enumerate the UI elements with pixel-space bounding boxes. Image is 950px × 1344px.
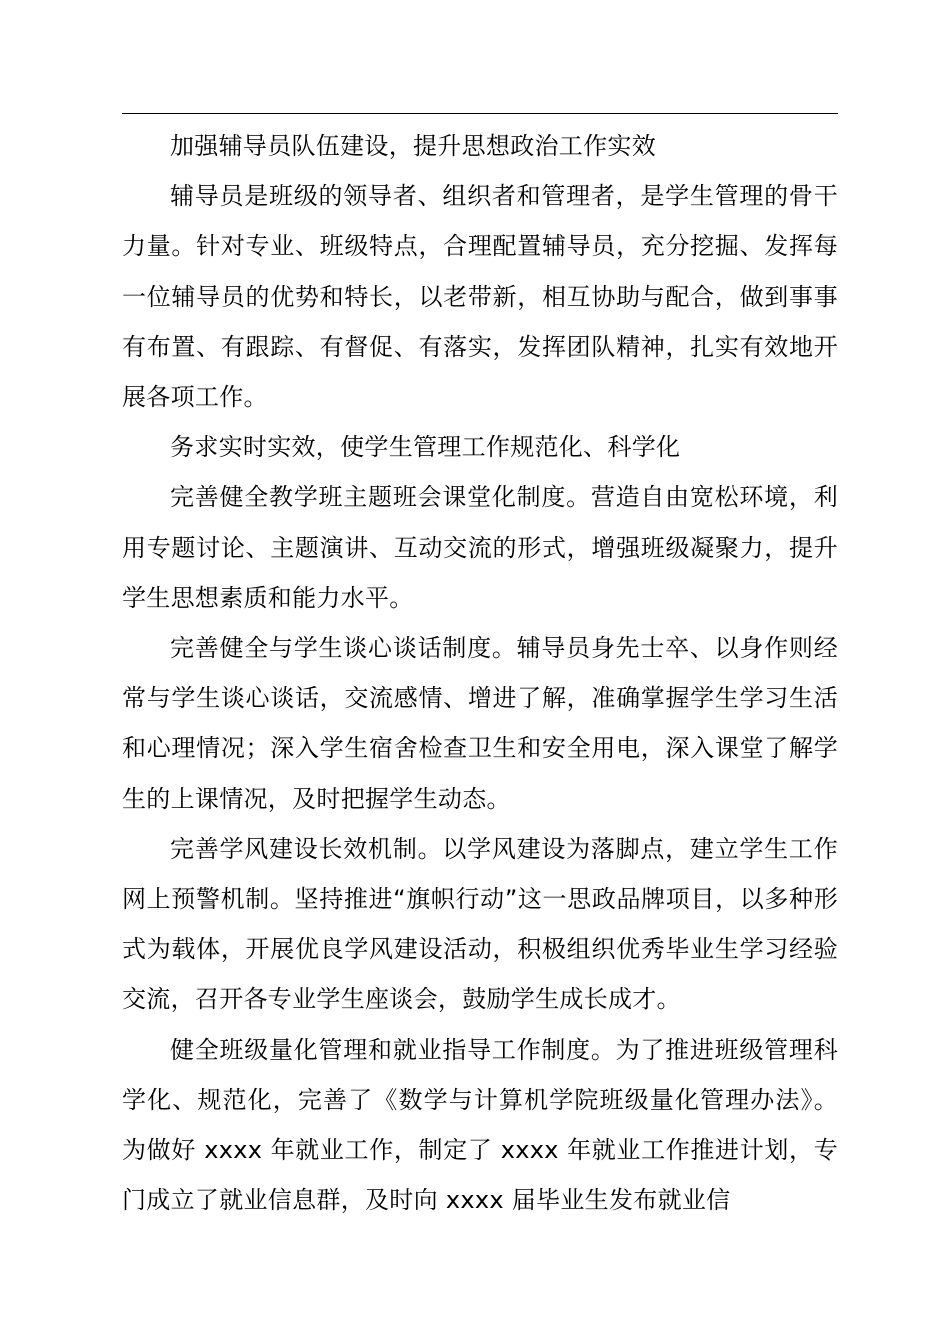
- section-heading-counselor-team: 加强辅导员队伍建设，提升思想政治工作实效: [170, 132, 656, 160]
- paragraph-class-meeting-system: 完善健全教学班主题班会课堂化制度。营造自由宽松环境，利用专题讨论、主题演讲、互动交流的形式，增强班级凝聚力，提升学生思想素质和能力水平。: [122, 483, 838, 612]
- paragraph-talk-system: 完善健全与学生谈心谈话制度。辅导员身先士卒、以身作则经常与学生谈心谈话，交流感情、增进了解，准确掌握学生学习生活和心理情况；深入学生宿舍检查卫生和安全用电，深入课堂了解学生的上课情况，及时把握学生动态。: [122, 634, 838, 813]
- header-rule: [122, 113, 838, 114]
- section-heading-standardization: 务求实时实效，使学生管理工作规范化、科学化: [170, 433, 681, 462]
- document-body: [122, 121, 838, 1225]
- paragraph-study-style-mechanism: 完善学风建设长效机制。以学风建设为落脚点，建立学生工作网上预警机制。坚持推进“旗帜行动”这一思政品牌项目，以多种形式为载体，开展优良学风建设活动，积极组织优秀毕业生学习经验交流，召开各专业学生座谈会，鼓励学生成长成才。: [122, 834, 838, 1014]
- paragraph-quantified-management: 健全班级量化管理和就业指导工作制度。为了推进班级管理科学化、规范化，完善了《数学与计算机学院班级量化管理办法》。为做好 xxxx 年就业工作，制定了 xxxx 年就业工作推进计划，专门成立了就业信息群，及时向 xxxx 届毕业生发布就业信: [122, 1035, 838, 1215]
- paragraph-counselor-role: 辅导员是班级的领导者、组织者和管理者，是学生管理的骨干力量。针对专业、班级特点，合理配置辅导员，充分挖掘、发挥每一位辅导员的优势和特长，以老带新，相互协助与配合，做到事事有布置、有跟踪、有督促、有落实，发挥团队精神，扎实有效地开展各项工作。: [122, 182, 838, 412]
